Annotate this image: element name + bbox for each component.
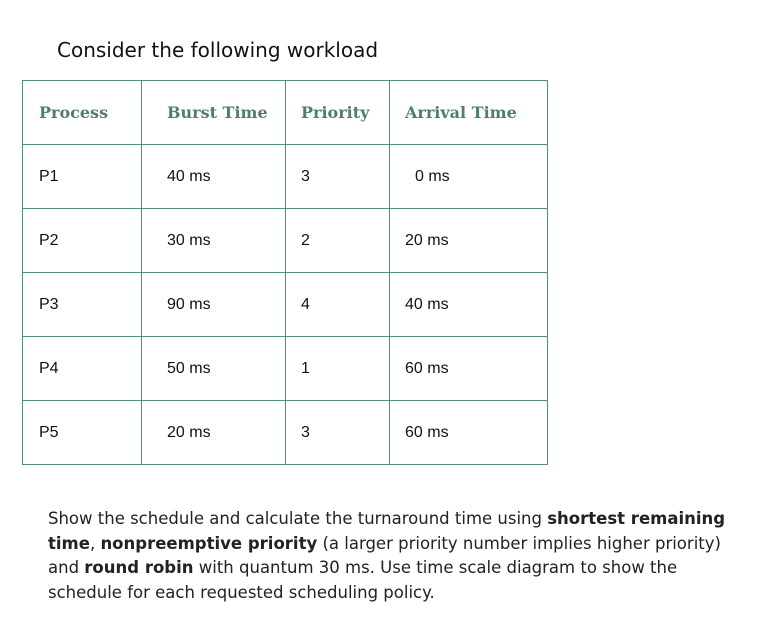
table-header-row [23,81,548,145]
term-round-robin: round robin [84,558,194,577]
cell-process: P5 [23,401,142,465]
question-text-part: , [89,533,101,553]
table-row [23,145,548,209]
cell-burst-time: 20 ms [142,401,286,465]
term-shortest-remaining-time: shortest remaining time [48,509,726,553]
cell-process: P1 [23,145,142,209]
header-arrival-time: Arrival Time [390,81,548,145]
header-process: Process [23,81,142,145]
question-text-part: (a larger priority number implies higher priority) and [48,533,721,577]
cell-process: P2 [23,209,142,273]
table-row [23,209,548,273]
cell-arrival-time: 60 ms [390,401,548,465]
header-burst-time: Burst Time [142,81,286,145]
cell-process: P4 [23,337,142,401]
cell-priority: 3 [286,401,390,465]
table-row [23,337,548,401]
page-title: Consider the following workload [57,38,379,62]
cell-burst-time: 90 ms [142,273,286,337]
workload-table [22,80,548,465]
cell-process: P3 [23,273,142,337]
table-row [23,401,548,465]
question-text-part: Show the schedule and calculate the turnaround time using [48,509,548,528]
cell-burst-time: 50 ms [142,337,286,401]
question-text-part: with quantum 30 ms. Use time scale diagram to show the schedule for each requested scheduling policy. [48,558,678,602]
question-text [48,507,753,605]
cell-arrival-time: 0 ms [390,145,548,209]
cell-burst-time: 30 ms [142,209,286,273]
table-row [23,273,548,337]
cell-arrival-time: 40 ms [390,273,548,337]
cell-arrival-time: 20 ms [390,209,548,273]
cell-priority: 1 [286,337,390,401]
cell-arrival-time: 60 ms [390,337,548,401]
cell-burst-time: 40 ms [142,145,286,209]
term-nonpreemptive-priority: nonpreemptive priority [100,533,318,553]
cell-priority: 4 [286,273,390,337]
cell-priority: 3 [286,145,390,209]
cell-priority: 2 [286,209,390,273]
header-priority: Priority [286,81,390,145]
